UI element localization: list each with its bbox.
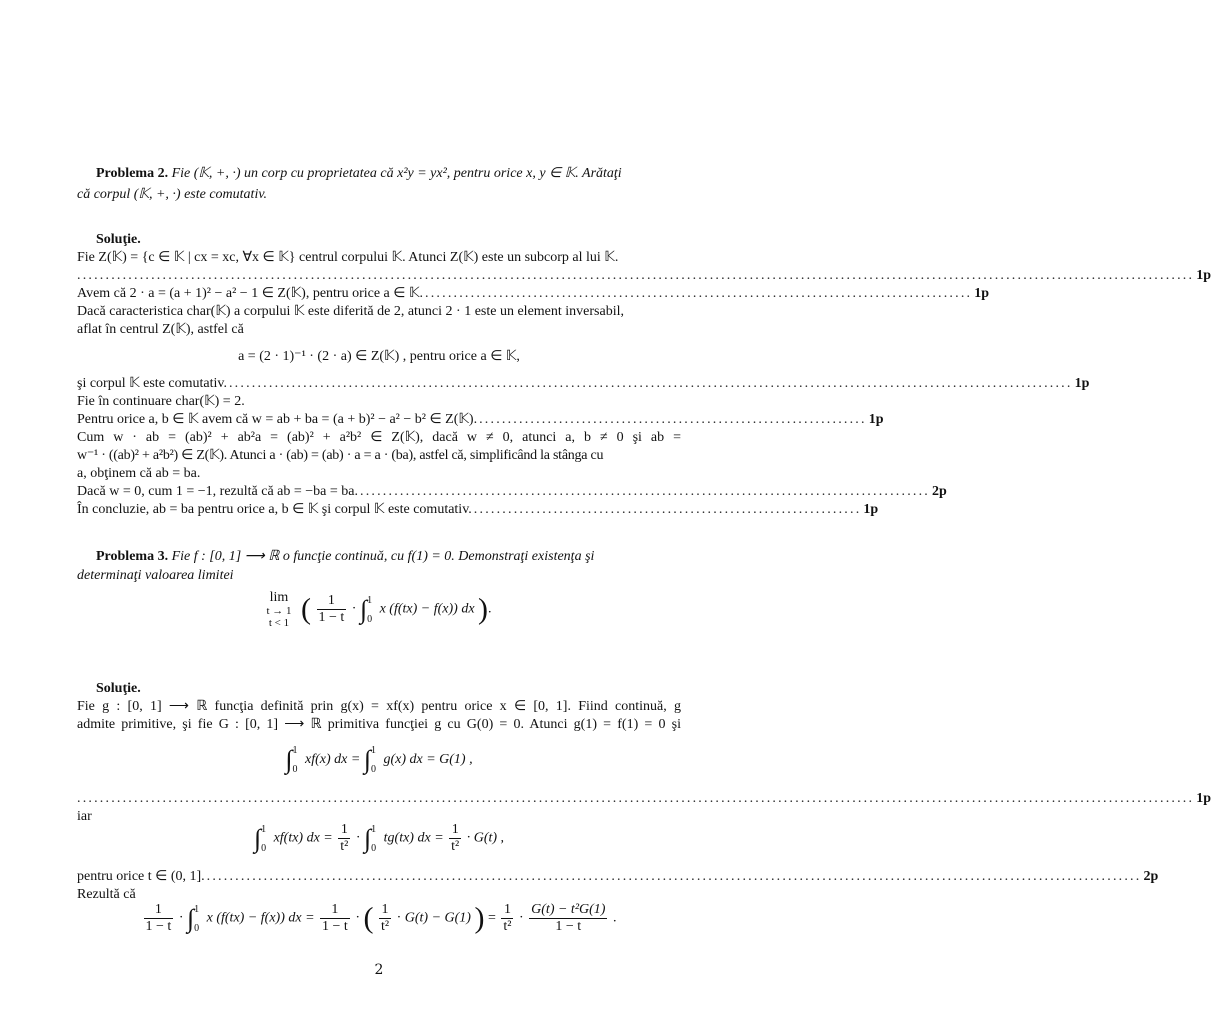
problem3-statement-line2 [77,567,681,585]
solution2-line8: Pentru orice a, b ∈ 𝕂 avem că w = ab + ba = (a + b)² − a² − b² ∈ Z(𝕂). .................................................................... 1p [77,412,884,427]
solution2-line7: Fie în continuare char(𝕂) = 2. [77,394,245,409]
solution2-line10: w⁻¹ · ((ab)² + a²b²) ∈ Z(𝕂). Atunci a · (ab) = (ab) · a = a · (ba), astfel că, simplificând la stânga cu [77,448,604,463]
solution2-line12-text: Dacă w = 0, cum 1 = −1, rezultă că ab = −ba = ba. [77,484,358,499]
points-badge: 2p [932,484,947,499]
points-badge: 1p [868,412,884,427]
solution2-line4: Dacă caracteristica char(𝕂) a corpului 𝕂 este diferită de 2, atunci 2 · 1 este un element inversabil, [77,304,624,319]
solution3-equation1: ∫ 1 0 xf(x) dx = ∫ 1 0 g(x) dx = G(1) , [285,745,473,775]
document-page [77,0,1211,1024]
solution3-equation2: ∫ 1 0 xf(tx) dx = $\frac{1}{\text{t²}}$ · ∫ 1 0 tg(tx) dx = $\frac{1}{\text{t²}}$ · G(t) , [253,822,505,854]
solution3-points-line1: .................................................................................................................................................................................................... 1p [77,791,1211,806]
solution3-heading: Soluţie. [96,681,141,696]
solution2-line6: şi corpul 𝕂 este comutativ. .................................................................................................................................................... 1p [77,376,1090,391]
points-badge: 1p [1074,376,1090,391]
solution2-line1: Fie Z(𝕂) = {c ∈ 𝕂 | cx = xc, ∀x ∈ 𝕂} centrul corpului 𝕂. Atunci Z(𝕂) este un subcorp al lui 𝕂. [77,250,619,265]
solution3-line4: Rezultă că [77,887,136,902]
solution2-line11: a, obţinem că ab = ba. [77,466,201,481]
solution3-equation3: $\frac{1}{1 - t}$ · ∫ 1 0 x (f(tx) − f(x)) dx = $\frac{1}{1 - t}$ · ( $\frac{1}{\text{t²}}$ · G(t) − G(1) ) = $\frac{1}{\text{t²}}$ · $\frac{\text{G(t) − t²G(1)}}{1 - t}$ . [145,901,617,935]
points-badge: 1p [1196,268,1211,283]
problem3-statement-text2: determinaţi valoarea limitei [77,568,234,583]
solution3-line3: pentru orice t ∈ (0, 1]. .................................................................................................................................................................... 2p [77,869,1159,884]
solution3-line2: admite primitive, şi fie G : [0, 1] ⟶ ℝ primitiva funcţiei g cu G(0) = 0. Atunci g(1) = f(1) = 0 şi [77,717,681,732]
solution2-heading: Soluţie. [96,232,141,247]
points-badge: 1p [1196,791,1211,806]
fraction: $\frac{1}{1 - t}$ [318,593,345,625]
solution2-points-line: .................................................................................................................................................................................................... 1p [77,268,1211,283]
solution3-line1: Fie g : [0, 1] ⟶ ℝ funcţia definită prin g(x) = xf(x) pentru orice x ∈ [0, 1]. Fiind continuă, g [77,699,681,714]
solution2-line8-text: Pentru orice a, b ∈ 𝕂 avem că w = ab + ba = (a + b)² − a² − b² ∈ Z(𝕂). [77,412,478,427]
integrand: x (f(tx) − f(x)) dx [379,601,475,617]
solution2-equation1: a = (2 · 1)⁻¹ · (2 · a) ∈ Z(𝕂) , pentru orice a ∈ 𝕂, [238,349,520,364]
problem3-statement-text: Fie f : [0, 1] ⟶ ℝ o funcţie continuă, cu f(1) = 0. Demonstraţi existenţa şi [171,549,595,564]
solution2-line9: Cum w · ab = (ab)² + ab²a = (ab)² + a²b² ∈ Z(𝕂), dacă w ≠ 0, atunci a, b ≠ 0 şi ab = [77,430,681,445]
solution2-line12: Dacă w = 0, cum 1 = −1, rezultă că ab = −ba = ba. .................................................................................................... 2p [77,484,947,499]
problem3-title: Problema 3. [96,549,169,564]
solution2-line3-text: Avem că 2 · a = (a + 1)² − a² − 1 ∈ Z(𝕂), pentru orice a ∈ 𝕂. [77,286,424,301]
solution2-line3: Avem că 2 · a = (a + 1)² − a² − 1 ∈ Z(𝕂), pentru orice a ∈ 𝕂. ................................................................................................ 1p [77,286,990,301]
problem2-title: Problema 2. [96,166,169,181]
points-badge: 2p [1143,869,1159,884]
problem2-statement-line1 [77,165,700,183]
solution3-line3-text: pentru orice t ∈ (0, 1]. [77,869,205,884]
solution2-line13: În concluzie, ab = ba pentru orice a, b ∈ 𝕂 şi corpul 𝕂 este comutativ. .................................................................... 1p [77,502,879,517]
page-number: 2 [374,962,384,978]
problem2-statement-text2: că corpul (𝕂, +, ·) este comutativ. [77,187,268,202]
solution2-line5: aflat în centrul Z(𝕂), astfel că [77,322,244,337]
solution2-line6-text: şi corpul 𝕂 este comutativ. [77,376,227,391]
problem3-statement-line1 [77,548,700,566]
problem2-statement-line2 [77,186,681,204]
points-badge: 1p [974,286,990,301]
problem2-statement-text: Fie (𝕂, +, ·) un corp cu proprietatea că x²y = yx², pentru orice x, y ∈ 𝕂. Arătaţi [171,166,622,181]
problem3-limit-formula: lim t → 1 t < 1 ( $\frac{1}{1 - t}$ · ∫ 1 0 x (f(tx) − f(x)) dx ). [266,590,492,629]
limit-operator: lim t → 1 t < 1 [266,590,292,629]
points-badge: 1p [863,502,879,517]
solution3-iar: iar [77,809,92,824]
solution2-line13-text: În concluzie, ab = ba pentru orice a, b ∈ 𝕂 şi corpul 𝕂 este comutativ. [77,502,472,517]
